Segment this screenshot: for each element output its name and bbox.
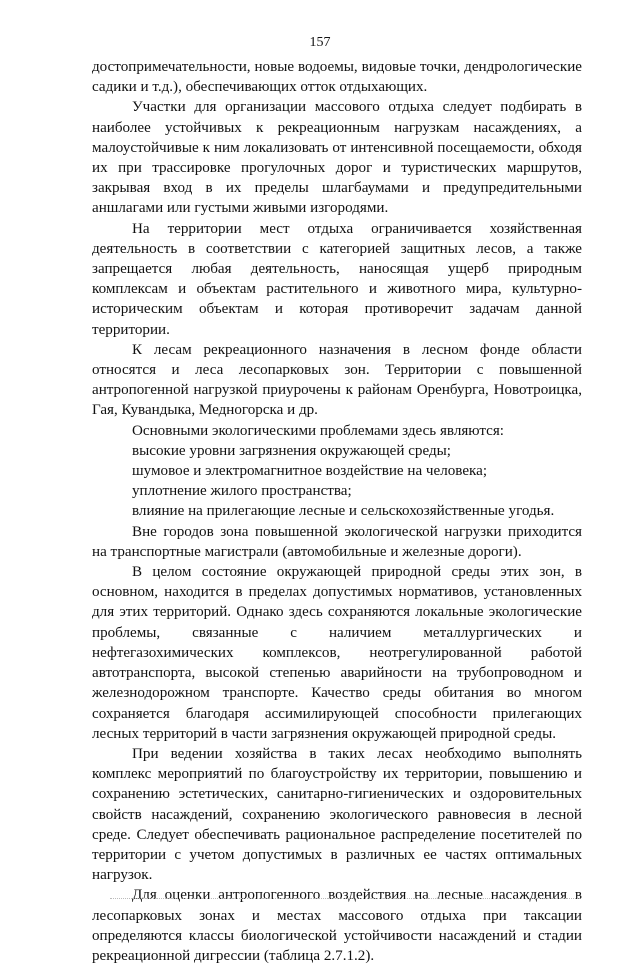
- list-item-influence: влияние на прилегающие лесные и сельскохозяйственные угодья.: [132, 503, 555, 520]
- list-item-pollution: высокие уровни загрязнения окружающей среды;: [132, 442, 451, 459]
- paragraph-problems-intro: Основными экологическими проблемами здесь являются:: [132, 422, 504, 439]
- paragraph-recreation-areas: Участки для организации массового отдыха следует подбирать в наиболее устойчивых к рекреационным нагрузкам насаждениях, а малоустойчивые к ним локализовать от интенсивной посещаемости, обходя их при трассировке прогулочных дорог и туристических маршрутов, закрывая вход в их пределы шлагбаумами и предупредительными аншлагами или густыми живыми изгородями.: [92, 99, 582, 217]
- paragraph-transport: Вне городов зона повышенной экологической нагрузки приходится на транспортные магистрали (автомобильные и железные дороги).: [92, 523, 582, 560]
- paragraph-continuation: достопримечательности, новые водоемы, видовые точки, дендрологические садики и т.д.), обеспечивающих отток отдыхающих.: [92, 59, 582, 96]
- paragraph-management: При ведении хозяйства в таких лесах необходимо выполнять комплекс мероприятий по благоустройству их территории, повышению и сохранению эстетических, санитарно-гигиенических и оздоровительных свойств насаждений, сохранению экологического равновесия в лесной среде. Следует обеспечивать рациональное распределение посетителей по территории с учетом допустимых в различных ее частях оптимальных нагрузок.: [92, 745, 582, 884]
- document-body: [92, 57, 582, 966]
- list-item-density: уплотнение жилого пространства;: [132, 483, 352, 500]
- paragraph-restrictions: На территории мест отдыха ограничивается хозяйственная деятельность в соответствии с категорией защитных лесов, а также запрещается любая деятельность, наносящая ущерб природным комплексам и объектам растительного и животного мира, культурно-историческим объектам и которая противоречит задачам данной территории.: [92, 220, 582, 338]
- page-number: 157: [309, 35, 331, 50]
- paragraph-environment-state: В целом состояние окружающей природной среды этих зон, в основном, находится в пределах допустимых нормативов, установленных для этих территорий. Однако здесь сохраняются локальные экологические проблемы, связанные с наличием металлургических и нефтегазохимических комплексов, неотрегулированной работой автотранспорта, высокой степенью аварийности на трубопроводном и железнодорожном транспорте. Качество среды обитания во многом сохраняется благодаря ассимилирующей способности прилегающих лесных территорий в части загрязнения окружающей природной среды.: [92, 564, 582, 742]
- list-item-noise: шумовое и электромагнитное воздействие на человека;: [132, 463, 488, 480]
- scan-edge-artifact: [110, 898, 580, 903]
- paragraph-forest-parks: К лесам рекреационного назначения в лесном фонде области относятся и леса лесопарковых зон. Территории с повышенной антропогенной нагрузкой приурочены к районам Оренбурга, Новотроицка, Гая, Кувандыка, Медногорска и др.: [92, 341, 582, 419]
- paragraph-assessment: Для оценки антропогенного воздействия на лесные насаждения в лесопарковых зонах и местах массового отдыха при таксации определяются классы биологической устойчивости насаждений и стадии рекреационной дигрессии (таблица 2.7.1.2).: [92, 887, 582, 964]
